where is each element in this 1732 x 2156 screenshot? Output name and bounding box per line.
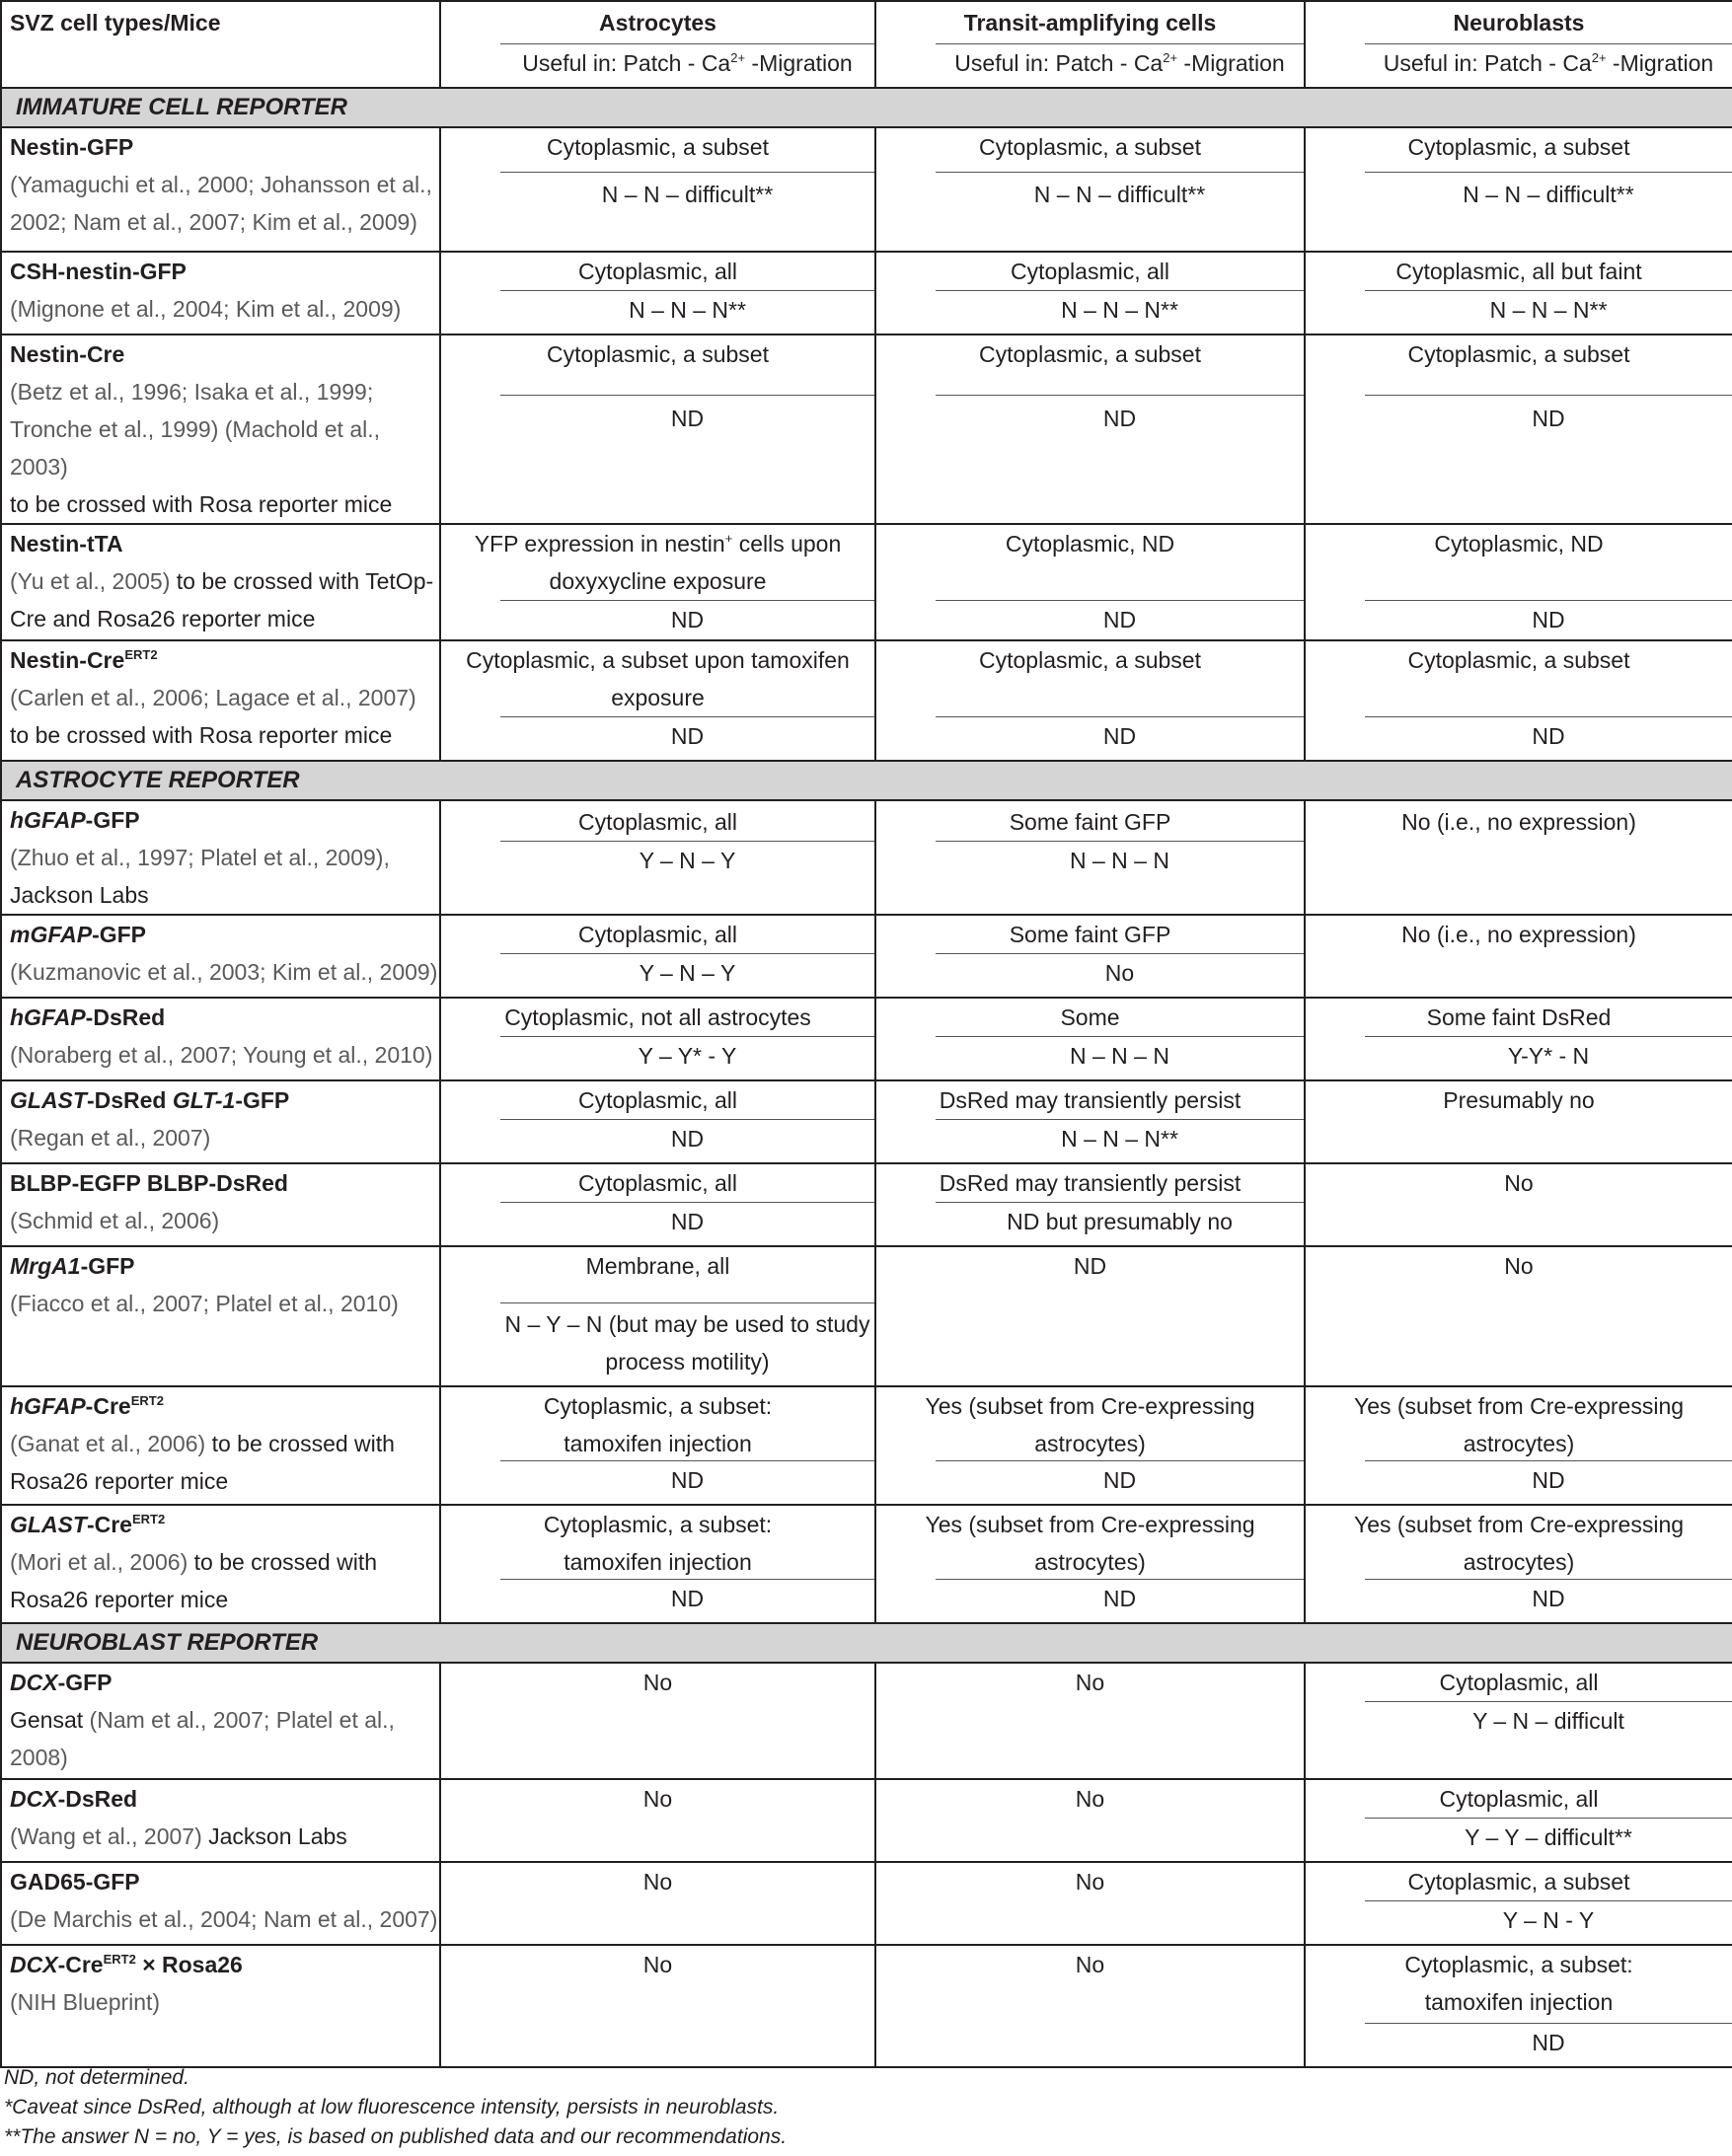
footnote-answer: **The answer N = no, Y = yes, is based on published data and our recommendations. bbox=[4, 2125, 788, 2148]
footnote-nd: ND, not determined. bbox=[4, 2066, 189, 2089]
table-row: Nestin-Cre (Betz et al., 1996; Isaka et al., 1999; Tronche et al., 1999) (Machold et al., 2003) to be crossed with Rosa reporter mice Cytoplasmic, a subset ND Cytoplasmic, a subset ND Cytoplasmic, a subset ND bbox=[1, 335, 1732, 524]
table-row: mGFAP-GFP (Kuzmanovic et al., 2003; Kim et al., 2009) Cytoplasmic, all Y – N – Y Some faint GFP No No (i.e., no expression) bbox=[1, 915, 1732, 998]
table-row: hGFAP-DsRed (Noraberg et al., 2007; Young et al., 2010) Cytoplasmic, not all astrocytes Y – Y* - Y Some N – N – N Some faint DsRed Y-Y* - N bbox=[1, 998, 1732, 1080]
table-row: CSH-nestin-GFP (Mignone et al., 2004; Kim et al., 2009) Cytoplasmic, all N – N – N** Cytoplasmic, all N – N – N** Cytoplasmic, all but faint N – N – N** bbox=[1, 252, 1732, 335]
table-header-row bbox=[1, 1, 1732, 88]
footnotes bbox=[4, 2063, 787, 2152]
header-transit-amplifying: Transit-amplifying cells bbox=[963, 10, 1217, 36]
header-neuroblasts-useful: Useful in: Patch - $Ca^{2+}$ -Migration bbox=[1365, 43, 1732, 82]
section-neuroblast: NEUROBLAST REPORTER bbox=[1, 1623, 1732, 1663]
table-row: hGFAP-GFP (Zhuo et al., 1997; Platel et al., 2009), Jackson Labs Cytoplasmic, all Y – N – Y Some faint GFP N – N – N No (i.e., no expression) bbox=[1, 800, 1732, 915]
table-row: GAD65-GFP (De Marchis et al., 2004; Nam et al., 2007) No No Cytoplasmic, a subset Y – N - Y bbox=[1, 1862, 1732, 1945]
section-astrocyte: ASTROCYTE REPORTER bbox=[1, 761, 1732, 800]
table-row: GLAST-DsRed GLT-1-GFP (Regan et al., 2007) Cytoplasmic, all ND DsRed may transiently persist N – N – N** Presumably no bbox=[1, 1080, 1732, 1163]
table-row: MrgA1-GFP (Fiacco et al., 2007; Platel et al., 2010) Membrane, all N – Y – N (but may be used to study process motility) ND No bbox=[1, 1246, 1732, 1386]
table-row: Nestin-GFP (Yamaguchi et al., 2000; Johansson et al., 2002; Nam et al., 2007; Kim et al., 2009) Cytoplasmic, a subset N – N – difficult** Cytoplasmic, a subset N – N – difficult** Cytoplasmic, a subset N – N – difficult** bbox=[1, 127, 1732, 252]
header-tap-useful: Useful in: Patch - $Ca^{2+}$ -Migration bbox=[936, 43, 1304, 82]
table-row: DCX-Cre$^{ERT2}$ × Rosa26 (NIH Blueprint) No No Cytoplasmic, a subset: tamoxifen injection ND bbox=[1, 1945, 1732, 2067]
header-astrocytes-useful: Useful in: Patch - $Ca^{2+}$ -Migration bbox=[500, 43, 874, 82]
header-astrocytes: Astrocytes bbox=[599, 10, 716, 36]
table-row: DCX-GFP Gensat (Nam et al., 2007; Platel et al., 2008) No No Cytoplasmic, all Y – N – difficult bbox=[1, 1663, 1732, 1779]
table-row: Nestin-Cre$^{ERT2}$ (Carlen et al., 2006; Lagace et al., 2007) to be crossed with Rosa reporter mice Cytoplasmic, a subset upon tamoxifen exposure ND Cytoplasmic, a subset ND Cytoplasmic, a subset ND bbox=[1, 640, 1732, 761]
table-row: BLBP-EGFP BLBP-DsRed (Schmid et al., 2006) Cytoplasmic, all ND DsRed may transiently persist ND but presumably no No bbox=[1, 1163, 1732, 1246]
section-immature: IMMATURE CELL REPORTER bbox=[1, 88, 1732, 127]
table-row: GLAST-Cre$^{ERT2}$ (Mori et al., 2006) to be crossed with Rosa26 reporter mice Cytoplasmic, a subset: tamoxifen injection ND Yes (subset from Cre-expressing astrocytes) ND Yes (subset from Cre-expressing astrocytes) ND bbox=[1, 1505, 1732, 1623]
table-row: Nestin-tTA (Yu et al., 2005) to be crossed with TetOp-Cre and Rosa26 reporter mice YFP expression in nestin+ cells upon doxyxycline exposure ND Cytoplasmic, ND ND Cytoplasmic, ND ND bbox=[1, 524, 1732, 640]
footnote-caveat: *Caveat since DsRed, although at low fluorescence intensity, persists in neuroblasts. bbox=[4, 2096, 780, 2119]
table-row: hGFAP-Cre$^{ERT2}$ (Ganat et al., 2006) to be crossed with Rosa26 reporter mice Cytoplasmic, a subset: tamoxifen injection ND Yes (subset from Cre-expressing astrocytes) ND Yes (subset from Cre-expressing astrocytes) ND bbox=[1, 1386, 1732, 1505]
table-row: DCX-DsRed (Wang et al., 2007) Jackson Labs No No Cytoplasmic, all Y – Y – difficult** bbox=[1, 1779, 1732, 1862]
header-neuroblasts: Neuroblasts bbox=[1453, 10, 1585, 36]
header-row-label: SVZ cell types/Mice bbox=[10, 10, 221, 36]
